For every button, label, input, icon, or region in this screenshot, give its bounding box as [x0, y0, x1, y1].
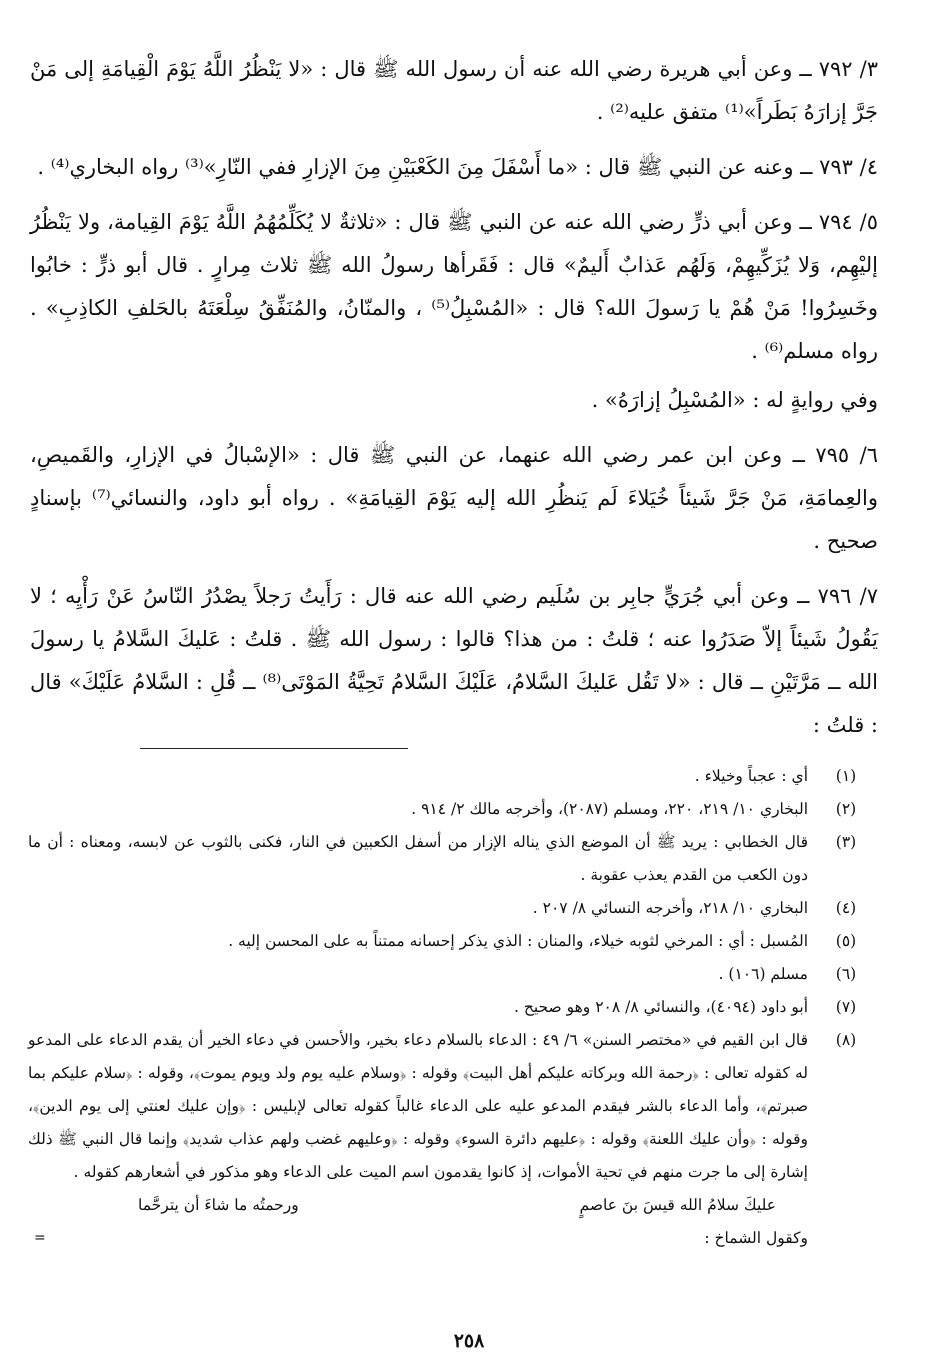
poem-second-hemistich: ورحمتُه ما شاءَ أن يترحَّما [138, 1196, 299, 1214]
footnote-number: (٥) [835, 932, 857, 950]
hadith-792: ٣/ ٧٩٢ ــ وعن أبي هريرة رضي الله عنه أن رسول الله ﷺ قال : «لا يَنْظُرُ اللَّهُ يَوْمَ الْقِيامَةِ إلى مَنْ جَرَّ إزارَهُ بَطَراً»⁽¹⁾ متفق عليه⁽²⁾ . [30, 57, 878, 124]
footnote-text: مسلم (١٠٦) . [718, 965, 808, 983]
hadith-794-variant: وفي روايةٍ له : «المُسْبِلُ إزارَهُ» . [591, 388, 878, 412]
footnote-number: (٣) [835, 833, 857, 851]
footnote-number: (٨) [835, 1031, 857, 1049]
footnote-text: أي : عجباً وخيلاء . [694, 767, 808, 785]
footnote-number: (٦) [835, 965, 857, 983]
footnotes [28, 760, 866, 1255]
hadith-795: ٦/ ٧٩٥ ــ وعن ابن عمر رضي الله عنهما، عن النبي ﷺ قال : «الإسْبالُ في الإزارِ، والقَميصِ، والعِمامَةِ، مَنْ جَرَّ شَيئاً خُيَلاءَ لَم يَنظُرِ الله إليه يَوْمَ القِيامَةِ» . رواه أبو داود، والنسائي⁽⁷⁾ بإسنادٍ صحيح . [30, 443, 878, 553]
footnote-text: المُسبل : أي : المرخي لثوبه خيلاء، والمنان : الذي يذكر إحسانه ممتناً به على المحسن إليه . [228, 932, 808, 950]
footnote-divider [140, 748, 408, 749]
footnote-5 [28, 925, 866, 958]
hadith-793: ٤/ ٧٩٣ ــ وعنه عن النبي ﷺ قال : «ما أَسْفَلَ مِنَ الكَعْبَيْنِ مِنَ الإزارِ ففي النّارِ»⁽³⁾ رواه البخاري⁽⁴⁾ . [37, 155, 878, 179]
footnote-3 [28, 826, 866, 892]
poem-verse [28, 1189, 866, 1222]
footnote-text: البخاري ١٠/ ٢١٨، وأخرجه النسائي ٨/ ٢٠٧ . [532, 899, 808, 917]
footnote-number: (٢) [835, 800, 857, 818]
hadith-796: ٧/ ٧٩٦ ــ وعن أبي جُرَيٍّ جابِر بن سُلَيم رضي الله عنه قال : رَأَيتُ رَجلاً يصْدُرُ النّاسُ عَنْ رَأْيِه ؛ لا يَقُولُ شَيئاً إلاّ صَدَرُوا عنه ؛ قلتُ : من هذا؟ قالوا : رسول الله ﷺ . قلتُ : عَليكَ السَّلامُ يا رسولَ الله ــ مَرَّتَيْنِ ــ قال : «لا تَقُل عَليكَ السَّلامُ، عَلَيْكَ السَّلامُ تَحِيَّةُ المَوْتَى⁽⁸⁾ ــ قُلِ : السَّلامُ عَلَيْكَ» قال : قلتُ : [30, 584, 879, 737]
footnote-7 [28, 991, 866, 1024]
footnote-1 [28, 760, 866, 793]
footnote-text: قال الخطابي : يريد ﷺ أن الموضع الذي يناله الإزار من أسفل الكعبين في النار، فكنى بالثوب عن لابسه، ومعناه : أن ما دون الكعب من القدم يعذب عقوبة . [28, 833, 808, 884]
footnote-8 [28, 1024, 866, 1189]
footnote-number: (١) [835, 767, 857, 785]
footnote-number: (٤) [835, 899, 857, 917]
footnote-text: البخاري ١٠/ ٢١٩، ٢٢٠، ومسلم (٢٠٨٧)، وأخرجه مالك ٢/ ٩١٤ . [411, 800, 808, 818]
continuation-mark: = [34, 1230, 46, 1246]
main-text [30, 48, 878, 759]
poem-first-hemistich: عليكَ سلامُ الله قيسَ بنَ عاصمٍ [579, 1196, 776, 1214]
continuation-text: وكقول الشماخ : [704, 1229, 808, 1247]
footnote-text: قال ابن القيم في «مختصر السنن» ٦/ ٤٩ : الدعاء بالسلام دعاء بخير، والأحسن في دعاء الخير أن يقدم الدعاء على المدعو له كقوله تعالى : ﴿رحمة الله وبركاته عليكم أهل البيت﴾ وقوله : ﴿وسلام عليه يوم ولد ويوم يموت﴾، وقوله : ﴿سلام عليكم بما صبرتم﴾، وأما الدعاء بالشر فيقدم المدعو عليه على الدعاء غالباً كقوله تعالى لإبليس : ﴿وإن عليك لعنتي إلى يوم الدين﴾، وقوله : ﴿وأن عليك اللعنة﴾ وقوله : ﴿عليهم دائرة السوء﴾ وقوله : ﴿وعليهم غضب ولهم عذاب شديد﴾ وإنما قال النبي ﷺ ذلك إشارة إلى ما جرت منهم في تحية الأموات، إذ كانوا يقدمون اسم الميت على الدعاء وهو مذكور في أشعارهم كقوله . [28, 1031, 808, 1181]
footnote-text: أبو داود (٤٠٩٤)، والنسائي ٨/ ٢٠٨ وهو صحيح . [513, 998, 808, 1016]
footnote-6 [28, 958, 866, 991]
footnote-4 [28, 892, 866, 925]
page-number: ٢٥٨ [453, 1330, 485, 1352]
footnote-2 [28, 793, 866, 826]
footnote-continuation [28, 1222, 866, 1255]
footnote-number: (٧) [835, 998, 857, 1016]
hadith-794: ٥/ ٧٩٤ ــ وعن أبي ذرٍّ رضي الله عنه عن النبي ﷺ قال : «ثلاثةٌ لا يُكَلِّمُهُمُ اللَّهُ يَوْمَ القِيامة، ولا يَنْظُرُ إليْهِم، وَلا يُزَكِّيهِمْ، وَلَهُم عَذابٌ أَليمٌ» قال : فَقَرأها رسولُ الله ﷺ ثلاث مِرارٍ . قال أبو ذرٍّ : خابُوا وخَسِرُوا! مَنْ هُمْ يا رَسولَ الله؟ قال : «المُسْبِلُ⁽⁵⁾ ، والمنّانُ، والمُنَفِّقُ سِلْعَتَهُ بالحَلفِ الكاذِبِ» . رواه مسلم⁽⁶⁾ . [30, 210, 878, 363]
